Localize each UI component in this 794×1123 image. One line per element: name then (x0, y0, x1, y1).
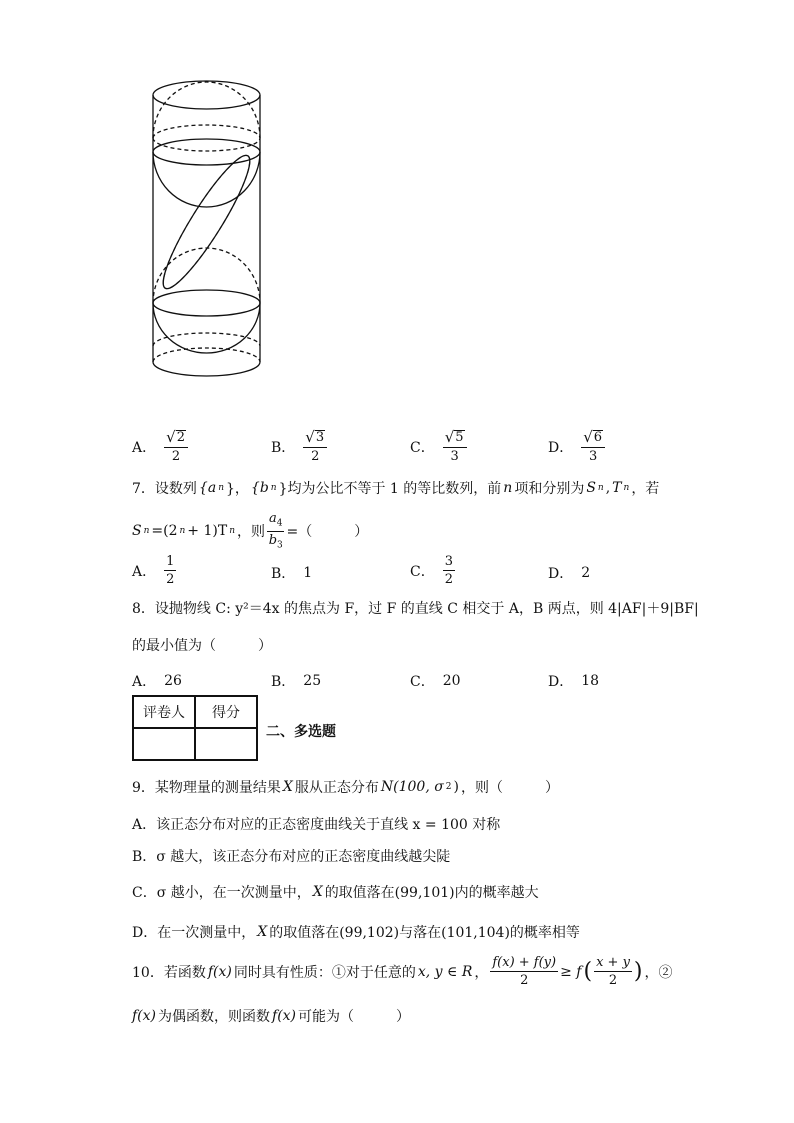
section-title: 二、多选题 (266, 724, 336, 740)
q9-option-b[interactable]: B．σ 越大，该正态分布对应的正态密度曲线越尖陡 (132, 849, 451, 865)
q9-option-a[interactable]: A．该正态分布对应的正态密度曲线关于直线 x = 100 对称 (132, 817, 501, 833)
lower-sphere-dashed-arc (153, 248, 260, 303)
q6-option-c[interactable]: C． √ 5 3 (410, 430, 467, 463)
upper-equator-back (153, 125, 260, 138)
q8-stem-line1: 8．设抛物线 C: y²＝4x 的焦点为 F，过 F 的直线 C 相交于 A，B 两点，则 4|AF|＋9|BF| (132, 601, 699, 617)
score-table (132, 695, 258, 761)
q8-option-c[interactable]: C． 20 (410, 673, 461, 690)
q7-ratio-fraction: $\frac{a_4}{b_3}$ (268, 511, 283, 551)
cylinder-figure-icon (140, 70, 275, 385)
upper-sphere-dashed-arc (153, 82, 260, 138)
q7-stem-line2: S n =(2 n + 1)T n ，则 $\frac{a_4}{b_3}$ =（ ） (132, 511, 369, 551)
q6-option-b-fraction: √ 3 2 (303, 430, 327, 463)
q8-option-a[interactable]: A． 26 (132, 673, 182, 690)
q8-option-d[interactable]: D． 18 (548, 673, 600, 690)
q6-option-b[interactable]: B． √ 3 2 (271, 430, 327, 463)
score-table-score-cell[interactable] (195, 728, 257, 760)
cylinder-bottom-back (153, 348, 260, 362)
q7-option-a[interactable]: A． $\frac{1}{2}$ (132, 554, 175, 587)
lower-hemisphere-rim (153, 290, 260, 316)
q7-option-b[interactable]: B． 1 (271, 565, 313, 582)
q7-stem-line1: 7．设数列 {a n }， {b n }均为公比不等于 1 的等比数列，前 n 项和分别为 S n , T n ，若 (132, 480, 660, 497)
upper-equator-front (153, 138, 260, 151)
q10-average-fraction: $\frac{f(x) + f(y)}{2}$ (492, 955, 557, 988)
q9-option-c[interactable]: C．σ 越小，在一次测量中， X 的取值落在(99,101)内的概率越大 (132, 884, 539, 901)
q6-option-c-fraction: √ 5 3 (443, 430, 467, 463)
q10-midpoint-fraction: $\frac{x + y}{2}$ (596, 955, 630, 988)
score-table-reviewer-header: 评卷人 (133, 696, 195, 728)
q8-option-b[interactable]: B． 25 (271, 673, 322, 690)
q6-option-a-fraction: √ 2 2 (164, 430, 188, 463)
slanted-ellipse-dashed (152, 148, 260, 296)
lower-hemisphere-bowl (153, 303, 260, 353)
upper-hemisphere-bowl (153, 152, 260, 207)
cylinder-bottom-front (153, 362, 260, 376)
cylinder-top-ellipse (153, 81, 260, 109)
q6-option-a[interactable]: A． √ 2 2 (132, 430, 188, 463)
upper-hemisphere-rim (153, 139, 260, 165)
slanted-ellipse (152, 148, 260, 296)
q6-option-d-fraction: √ 6 3 (581, 430, 605, 463)
score-table-score-header: 得分 (195, 696, 257, 728)
score-table-reviewer-cell[interactable] (133, 728, 195, 760)
q9-stem: 9．某物理量的测量结果 X 服从正态分布 N(100, σ 2 ) ，则（ ） (132, 779, 559, 796)
q8-stem-line2: 的最小值为（ ） (132, 638, 272, 654)
q7-option-d[interactable]: D． 2 (548, 565, 591, 582)
q6-option-d[interactable]: D． √ 6 3 (548, 430, 605, 463)
q10-stem-line2: f(x) 为偶函数，则函数 f(x) 可能为（ ） (132, 1008, 411, 1025)
q7-option-c[interactable]: C． $\frac{3}{2}$ (410, 554, 453, 587)
q10-stem-line1: 10．若函数 f(x) 同时具有性质：①对于任意的 x, y ∈ R ， $\frac{f(x) + f(y)}{2}$ ≥ f ( $\frac{x + y}{2}$ ) ，② (132, 955, 673, 988)
q9-option-d[interactable]: D．在一次测量中， X 的取值落在(99,102)与落在(101,104)的概率相等 (132, 924, 580, 941)
